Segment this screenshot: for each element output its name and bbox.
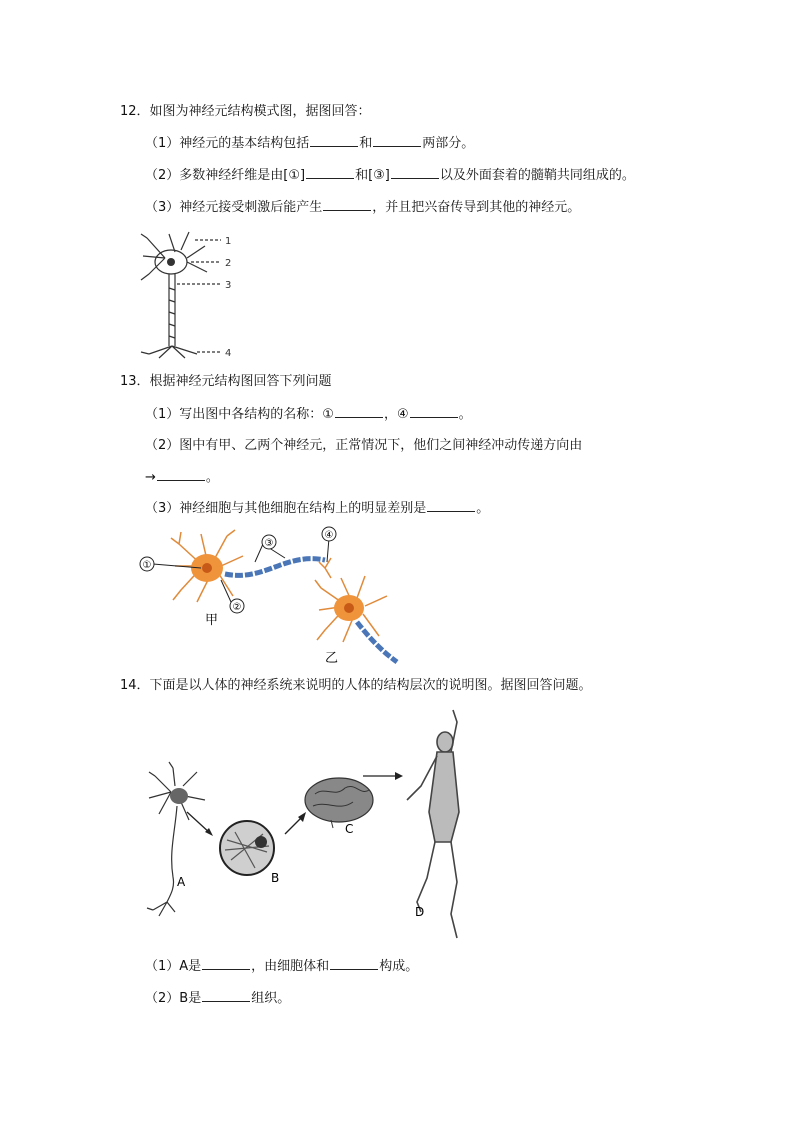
q14-part2-text-a: （2）B是 bbox=[145, 991, 202, 1006]
q14-part2 bbox=[145, 989, 290, 1008]
q12-part3-text-b: ，并且把兴奋传导到其他的神经元。 bbox=[372, 200, 581, 215]
answer-blank[interactable] bbox=[427, 499, 475, 512]
answer-blank[interactable] bbox=[330, 957, 378, 970]
answer-blank[interactable] bbox=[410, 405, 458, 418]
q12-part1-text-b: 和 bbox=[359, 136, 373, 151]
q12-title: 12．如图为神经元结构模式图，据图回答： bbox=[120, 104, 371, 119]
answer-blank[interactable] bbox=[202, 989, 250, 1002]
q13-label-1: ① bbox=[142, 560, 152, 571]
q13-part3 bbox=[145, 499, 489, 518]
answer-blank[interactable] bbox=[391, 166, 439, 179]
q12-part1 bbox=[145, 134, 474, 153]
q13-part1-text-c: 。 bbox=[458, 407, 472, 422]
q13-part1 bbox=[145, 405, 472, 424]
answer-blank[interactable] bbox=[202, 957, 250, 970]
q14-label-d: D bbox=[415, 905, 425, 919]
answer-blank[interactable] bbox=[373, 134, 421, 147]
q14-label-a: A bbox=[177, 875, 186, 889]
answer-blank[interactable] bbox=[306, 166, 354, 179]
q12-label-2: 2 bbox=[225, 258, 232, 269]
q13-part2: （2）图中有甲、乙两个神经元，正常情况下，他们之间神经冲动传递方向由 bbox=[145, 438, 583, 453]
q12-part2-text-a: （2）多数神经纤维是由[①] bbox=[145, 168, 306, 183]
q14-part1-text-b: ，由细胞体和 bbox=[251, 959, 330, 974]
q14-part1 bbox=[145, 957, 418, 976]
answer-blank[interactable] bbox=[323, 198, 371, 211]
brain-icon bbox=[305, 778, 373, 822]
q13-label-jia: 甲 bbox=[205, 613, 219, 628]
q12-neuron-diagram bbox=[135, 228, 245, 362]
q13-neuron-diagram bbox=[135, 522, 410, 670]
answer-blank[interactable] bbox=[310, 134, 358, 147]
q13-title: 13．根据神经元结构图回答下列问题 bbox=[120, 374, 332, 389]
q14-structure-levels-diagram bbox=[135, 702, 480, 947]
q13-part2-end: 。 bbox=[205, 470, 219, 485]
q12-part1-text-a: （1）神经元的基本结构包括 bbox=[145, 136, 310, 151]
nervous-system-figure-icon bbox=[407, 710, 459, 938]
q12-part3-text-a: （3）神经元接受刺激后能产生 bbox=[145, 200, 323, 215]
q13-label-4: ④ bbox=[324, 530, 334, 541]
q12-label-1: 1 bbox=[225, 236, 232, 247]
q13-part1-text-a: （1）写出图中各结构的名称：① bbox=[145, 407, 334, 422]
q14-label-c: C bbox=[345, 822, 354, 836]
neuron-icon bbox=[147, 762, 205, 916]
q14-label-b: B bbox=[271, 871, 280, 885]
answer-blank[interactable] bbox=[157, 468, 205, 481]
q13-part3-text-b: 。 bbox=[476, 501, 490, 516]
q12-part2 bbox=[145, 166, 635, 185]
q14-part2-text-b: 组织。 bbox=[251, 991, 291, 1006]
q13-label-yi: 乙 bbox=[325, 651, 339, 666]
answer-blank[interactable] bbox=[335, 405, 383, 418]
q14-title: 14．下面是以人体的神经系统来说明的人体的结构层次的说明图。据图回答问题。 bbox=[120, 678, 592, 693]
q13-label-3: ③ bbox=[264, 538, 274, 549]
q13-part2-arrow: → bbox=[145, 470, 156, 485]
q13-label-2: ② bbox=[232, 602, 242, 613]
q13-part3-text-a: （3）神经细胞与其他细胞在结构上的明显差别是 bbox=[145, 501, 427, 516]
q12-part2-text-c: 以及外面套着的髓鞘共同组成的。 bbox=[439, 168, 635, 183]
q12-label-3: 3 bbox=[225, 280, 232, 291]
q12-part2-text-b: 和[③] bbox=[355, 168, 390, 183]
q13-part2-continued bbox=[145, 468, 219, 487]
q14-part1-text-c: 构成。 bbox=[379, 959, 419, 974]
q14-part1-text-a: （1）A是 bbox=[145, 959, 202, 974]
q12-part1-text-c: 两部分。 bbox=[422, 136, 475, 151]
q12-part3 bbox=[145, 198, 580, 217]
q12-label-4: 4 bbox=[225, 348, 232, 359]
q13-part1-text-b: ，④ bbox=[383, 407, 409, 422]
